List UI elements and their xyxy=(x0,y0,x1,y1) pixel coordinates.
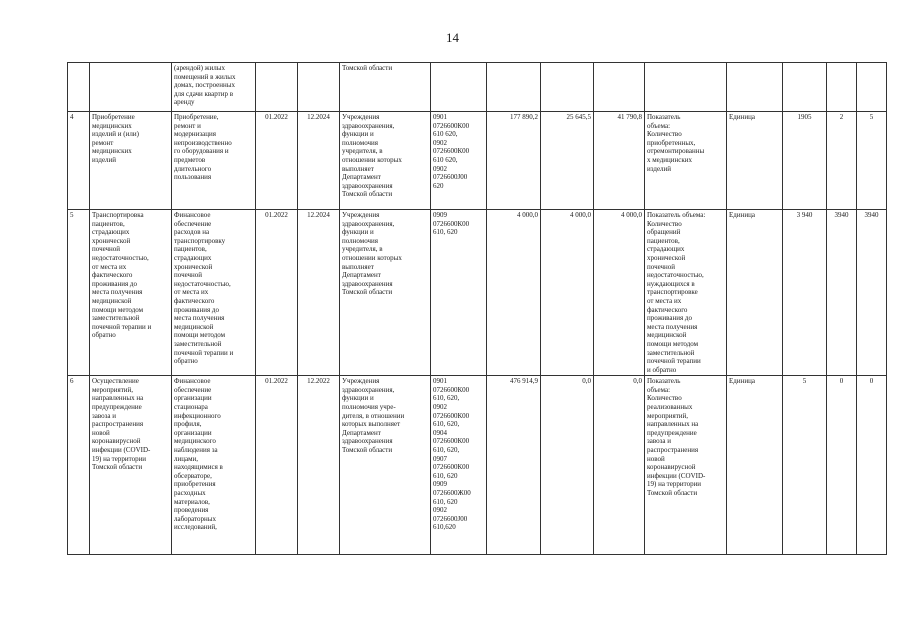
table-row xyxy=(68,112,887,210)
indicator xyxy=(645,63,727,112)
executor: Томской области xyxy=(340,63,431,112)
table-row xyxy=(68,376,887,555)
indicator: Показатель объема: Количество приобретенных, отремонтированны х медицинских изделий xyxy=(645,112,727,210)
indicator-2024: 5 xyxy=(857,112,887,210)
indicator-2024 xyxy=(857,63,887,112)
budget-codes: 0909 0726600К00 610, 620 xyxy=(431,210,487,376)
funding-2024: 0,0 xyxy=(594,376,645,555)
end-date: 12.2024 xyxy=(298,210,340,376)
activity-description: Приобретение, ремонт и модернизация непроизводственно го оборудования и предметов длительного пользования xyxy=(172,112,256,210)
executor: Учреждения здравоохранения, функции и полномочия учре- дителя, в отношении которых выполняет Департамент здравоохранения Томской области xyxy=(340,376,431,555)
row-number xyxy=(68,63,90,112)
funding-2022: 177 890,2 xyxy=(487,112,541,210)
unit: Единица xyxy=(727,210,783,376)
activity-description: (арендой) жилых помещений в жилых домах, построенных для сдачи квартир в аренду xyxy=(172,63,256,112)
indicator-2023 xyxy=(827,63,857,112)
indicator-2023: 3940 xyxy=(827,210,857,376)
funding-2024: 41 790,8 xyxy=(594,112,645,210)
indicator-2022 xyxy=(783,63,827,112)
start-date xyxy=(256,63,298,112)
funding-2023: 0,0 xyxy=(541,376,594,555)
page-number: 14 xyxy=(446,30,459,45)
end-date: 12.2022 xyxy=(298,376,340,555)
row-number: 6 xyxy=(68,376,90,555)
indicator-2022: 1905 xyxy=(783,112,827,210)
start-date: 01.2022 xyxy=(256,376,298,555)
activity-description: Финансовое обеспечение расходов на транспортировку пациентов, страдающих хронической почечной недостаточностью, от места их фактического проживания до места получения медицинской помощи методом заместительной почечной терапии и обратно xyxy=(172,210,256,376)
activity-name xyxy=(90,63,172,112)
indicator-2024: 3940 xyxy=(857,210,887,376)
row-number: 5 xyxy=(68,210,90,376)
indicator: Показатель объема: Количество обращений пациентов, страдающих хронической почечной недостаточностью, нуждающихся в транспортировке от места их фактического проживания до места получения медицинской помощи методом заместительной почечной терапии и обратно xyxy=(645,210,727,376)
indicator-2022: 5 xyxy=(783,376,827,555)
indicator: Показатель объема: Количество реализованных мероприятий, направленных на предупреждение завоза и распространения новой коронавирусной инфекции (COVID- 19) на территории Томской области xyxy=(645,376,727,555)
indicator-2023: 2 xyxy=(827,112,857,210)
funding-2022: 476 914,9 xyxy=(487,376,541,555)
funding-2023 xyxy=(541,63,594,112)
row-number: 4 xyxy=(68,112,90,210)
activity-name: Приобретение медицинских изделий и (или) ремонт медицинских изделий xyxy=(90,112,172,210)
indicator-2022: 3 940 xyxy=(783,210,827,376)
end-date: 12.2024 xyxy=(298,112,340,210)
activity-name: Осуществление мероприятий, направленных на предупреждение завоза и распространения новой коронавирусной инфекции (COVID- 19) на территории Томской области xyxy=(90,376,172,555)
budget-codes xyxy=(431,63,487,112)
funding-2023: 4 000,0 xyxy=(541,210,594,376)
funding-2023: 25 645,5 xyxy=(541,112,594,210)
budget-codes: 0901 0726600К00 610 620, 0902 0726600К00 610 620, 0902 0726600Ј00 620 xyxy=(431,112,487,210)
indicator-2024: 0 xyxy=(857,376,887,555)
funding-2024 xyxy=(594,63,645,112)
program-table xyxy=(67,62,887,555)
unit: Единица xyxy=(727,112,783,210)
executor: Учреждения здравоохранения, функции и полномочия учредителя, в отношении которых выполняет Департамент здравоохранения Томской области xyxy=(340,112,431,210)
funding-2022: 4 000,0 xyxy=(487,210,541,376)
end-date xyxy=(298,63,340,112)
indicator-2023: 0 xyxy=(827,376,857,555)
budget-codes: 0901 0726600К00 610, 620, 0902 0726600К00 610, 620, 0904 0726600К00 610, 620, 0907 0726600К00 610, 620 0909 0726600Ж00 610, 620 0902 0726600Ј00 610,620 xyxy=(431,376,487,555)
activity-description: Финансовое обеспечение организации стационара инфекционного профиля, организации медицинского наблюдения за лицами, находящимися в обсерваторе, приобретения расходных материалов, проведения лабораторных исследований, xyxy=(172,376,256,555)
unit xyxy=(727,63,783,112)
funding-2024: 4 000,0 xyxy=(594,210,645,376)
unit: Единица xyxy=(727,376,783,555)
start-date: 01.2022 xyxy=(256,210,298,376)
activity-name: Транспортировка пациентов, страдающих хронической почечной недостаточностью, от места их фактического проживания до места получения медицинской помощи методом заместительной почечной терапии и обратно xyxy=(90,210,172,376)
table-row xyxy=(68,210,887,376)
funding-2022 xyxy=(487,63,541,112)
executor: Учреждения здравоохранения, функции и полномочия учредителя, в отношении которых выполняет Департамент здравоохранения Томской области xyxy=(340,210,431,376)
start-date: 01.2022 xyxy=(256,112,298,210)
table-row xyxy=(68,63,887,112)
